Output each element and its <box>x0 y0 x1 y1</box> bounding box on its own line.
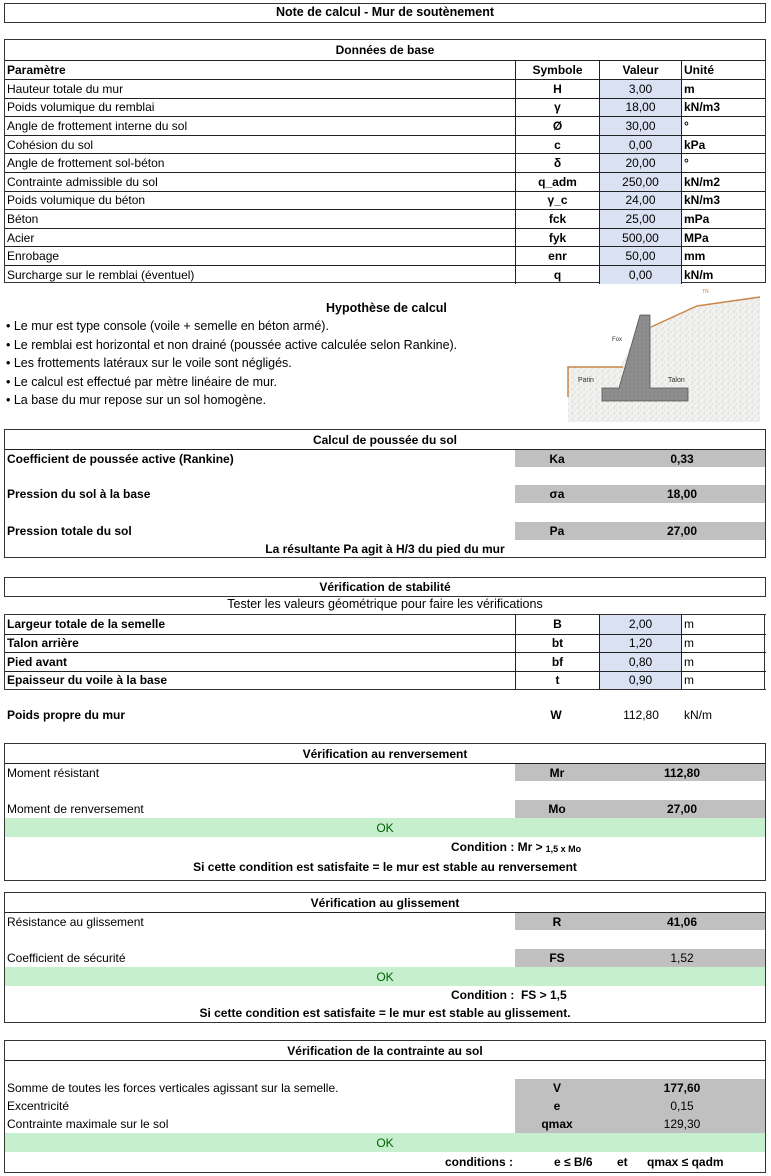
base-data-column-headers <box>5 60 765 79</box>
row-label: Pression du sol à la base <box>7 487 151 501</box>
param-value-input[interactable]: 3,00 <box>599 80 681 98</box>
param-label: Angle de frottement interne du sol <box>7 118 188 133</box>
row-symbol: e <box>515 1097 599 1115</box>
overturning-note <box>5 857 765 877</box>
base-data-row <box>5 135 765 154</box>
row-symbol: Mo <box>515 800 599 818</box>
weight-label: Poids propre du mur <box>7 708 126 722</box>
param-label: Poids volumique du remblai <box>7 100 155 115</box>
overturning-row <box>5 800 765 818</box>
param-unit: kN/m3 <box>681 99 765 117</box>
base-data-table <box>4 39 766 283</box>
param-unit: kN/m <box>681 266 765 284</box>
param-label: Hauteur totale du mur <box>7 81 124 96</box>
stability-header <box>4 577 766 597</box>
row-value: 27,00 <box>599 800 765 818</box>
param-symbol: γ_c <box>515 192 599 210</box>
row-symbol: qmax <box>515 1115 599 1133</box>
earth-pressure-header-text: Calcul de poussée du sol <box>312 432 458 447</box>
stability-table <box>4 614 766 690</box>
param-label: Acier <box>7 230 35 245</box>
base-data-row <box>5 98 765 117</box>
param-symbol: δ <box>515 154 599 172</box>
base-data-row <box>5 209 765 228</box>
param-symbol: c <box>515 136 599 154</box>
geom-value-input[interactable]: 0,80 <box>599 653 681 671</box>
bearing-spacer-row <box>5 1060 765 1079</box>
weight-value: 112,80 <box>623 708 659 722</box>
earth-pressure-row <box>5 449 765 467</box>
stability-subtitle: Tester les valeurs géométrique pour faire les vérifications <box>227 597 543 611</box>
row-symbol: R <box>515 913 599 930</box>
conditions-label: conditions : <box>445 1154 513 1169</box>
base-data-header <box>5 40 765 60</box>
param-label: Surcharge sur le remblai (éventuel) <box>7 267 195 282</box>
row-value: 18,00 <box>599 485 765 503</box>
param-unit: mPa <box>681 210 765 228</box>
sliding-row <box>5 912 765 930</box>
bearing-header <box>5 1041 765 1060</box>
param-label: Poids volumique du béton <box>7 193 146 208</box>
sliding-status-bar <box>5 967 765 986</box>
geom-symbol: bt <box>515 635 599 653</box>
geom-unit: m <box>681 672 765 690</box>
weight-unit: kN/m <box>684 708 712 722</box>
row-symbol: FS <box>515 949 599 967</box>
status-ok-text: OK <box>376 1135 394 1150</box>
weight-symbol: W <box>550 708 562 722</box>
bearing-status-bar <box>5 1133 765 1152</box>
stability-row <box>5 652 766 671</box>
base-data-row <box>5 228 765 247</box>
row-symbol: Ka <box>515 450 599 467</box>
overturning-header <box>5 744 765 763</box>
earth-pressure-row <box>5 485 765 503</box>
page-title-text: Note de calcul - Mur de soutènement <box>275 5 495 19</box>
condition-suffix: 1,5 x Mo <box>545 843 582 854</box>
soil-fill <box>568 297 760 422</box>
hypothesis-item: • Le mur est type console (voile + semelle en béton armé). <box>6 319 329 333</box>
row-symbol: σa <box>515 485 599 503</box>
base-data-row <box>5 172 765 191</box>
stability-row <box>5 634 766 653</box>
param-symbol: fck <box>515 210 599 228</box>
condition-bearing: qmax ≤ qadm <box>647 1154 724 1169</box>
param-symbol: q <box>515 266 599 284</box>
earth-pressure-table <box>4 429 766 558</box>
row-label: Résistance au glissement <box>7 914 144 929</box>
earth-pressure-row <box>5 522 765 540</box>
param-unit: kN/m2 <box>681 173 765 191</box>
stability-row <box>5 615 766 634</box>
geom-label: Epaisseur du voile à la base <box>7 673 168 688</box>
row-label: Coefficient de poussée active (Rankine) <box>7 451 234 466</box>
earth-pressure-note-text: La résultante Pa agit à H/3 du pied du mur <box>265 541 505 556</box>
sliding-table <box>4 892 766 1023</box>
row-symbol: Mr <box>515 764 599 781</box>
row-value: 177,60 <box>599 1079 765 1097</box>
row-label: Somme de toutes les forces verticales agissant sur la semelle. <box>7 1081 339 1095</box>
param-symbol: q_adm <box>515 173 599 191</box>
status-ok-text: OK <box>376 820 394 835</box>
sliding-condition <box>5 986 765 1004</box>
param-unit: ° <box>681 117 765 135</box>
overturning-row <box>5 763 765 781</box>
base-data-row <box>5 191 765 210</box>
geom-unit: m <box>681 635 765 653</box>
overturning-status-bar <box>5 818 765 837</box>
overturning-condition <box>5 837 765 857</box>
row-label: Moment de renversement <box>7 802 144 816</box>
page-title <box>4 3 766 23</box>
geom-value-input[interactable]: 0,90 <box>599 672 681 690</box>
bearing-row <box>5 1079 765 1097</box>
base-data-header-text: Données de base <box>335 43 435 57</box>
hypothesis-item: • Les frottements latéraux sur le voile sont négligés. <box>6 356 292 370</box>
param-label: Contrainte admissible du sol <box>7 174 158 189</box>
param-symbol: γ <box>515 99 599 117</box>
tn-label: TN <box>702 289 709 295</box>
base-data-row <box>5 116 765 135</box>
talon-label: Talon <box>668 377 685 384</box>
hypotheses-title: Hypothèse de calcul <box>326 301 447 315</box>
param-symbol: enr <box>515 247 599 265</box>
param-value-input[interactable]: 500,00 <box>599 229 681 247</box>
bearing-table <box>4 1040 766 1173</box>
bearing-conditions <box>5 1152 765 1171</box>
sliding-note <box>5 1004 765 1022</box>
condition-conjunction: et <box>617 1154 628 1169</box>
param-unit: kN/m3 <box>681 192 765 210</box>
geom-value-input[interactable]: 1,20 <box>599 635 681 653</box>
param-symbol: H <box>515 80 599 98</box>
param-value-input[interactable]: 50,00 <box>599 247 681 265</box>
earth-pressure-note <box>5 540 765 557</box>
sliding-note-text: Si cette condition est satisfaite = le mur est stable au glissement. <box>199 1006 571 1020</box>
hypothesis-item: • Le calcul est effectué par mètre linéaire de mur. <box>6 375 277 389</box>
bearing-row <box>5 1115 765 1133</box>
row-value: 0,33 <box>599 450 765 467</box>
param-value-input[interactable]: 24,00 <box>599 192 681 210</box>
geom-symbol: bf <box>515 653 599 671</box>
geom-label: Pied avant <box>7 654 68 669</box>
row-label: Pression totale du sol <box>7 524 132 538</box>
param-value-input[interactable]: 250,00 <box>599 173 681 191</box>
param-label: Angle de frottement sol-béton <box>7 156 165 171</box>
row-value: 112,80 <box>599 764 765 781</box>
retaining-wall-diagram <box>565 287 765 422</box>
param-unit: MPa <box>681 229 765 247</box>
param-unit: kPa <box>681 136 765 154</box>
row-label: Coefficient de sécurité <box>7 951 126 965</box>
geom-label: Largeur totale de la semelle <box>7 617 166 632</box>
param-label: Béton <box>7 211 39 226</box>
param-unit: ° <box>681 154 765 172</box>
base-data-row <box>5 153 765 172</box>
col-header-valeur: Valeur <box>599 61 681 79</box>
row-value: 41,06 <box>599 913 765 930</box>
param-value-input[interactable]: 0,00 <box>599 266 681 284</box>
row-value: 1,52 <box>599 949 765 967</box>
condition-text: Condition : Mr > <box>451 840 543 854</box>
param-label: Enrobage <box>7 249 60 264</box>
col-header-parametre: Paramètre <box>7 63 66 77</box>
overturning-header-text: Vérification au renversement <box>302 746 468 761</box>
overturning-note-text: Si cette condition est satisfaite = le mur est stable au renversement <box>193 860 577 874</box>
param-value-input[interactable]: 20,00 <box>599 154 681 172</box>
condition-eccentricity: e ≤ B/6 <box>554 1154 593 1169</box>
geom-symbol: B <box>515 615 599 634</box>
overturning-table <box>4 743 766 881</box>
param-value-input[interactable]: 25,00 <box>599 210 681 228</box>
geom-unit: m <box>681 653 765 671</box>
param-label: Cohésion du sol <box>7 137 94 152</box>
row-label: Moment résistant <box>7 765 100 780</box>
row-value: 0,15 <box>599 1097 765 1115</box>
fox-label: Fox <box>612 337 623 343</box>
base-data-row <box>5 265 765 284</box>
bearing-row <box>5 1097 765 1115</box>
geom-value-input[interactable]: 2,00 <box>599 615 681 634</box>
stability-row <box>5 671 766 690</box>
row-label: Excentricité <box>7 1099 70 1113</box>
geom-symbol: t <box>515 672 599 690</box>
row-value: 27,00 <box>599 522 765 540</box>
status-ok-text: OK <box>376 969 394 984</box>
condition-text: Condition : FS > 1,5 <box>451 988 567 1002</box>
sliding-row <box>5 949 765 967</box>
row-symbol: Pa <box>515 522 599 540</box>
stability-header-text: Vérification de stabilité <box>319 580 451 594</box>
col-header-symbole: Symbole <box>515 61 599 79</box>
base-data-row <box>5 246 765 265</box>
param-symbol: Ø <box>515 117 599 135</box>
hypothesis-item: • La base du mur repose sur un sol homogène. <box>6 393 267 407</box>
sliding-header-text: Vérification au glissement <box>310 895 460 910</box>
sliding-header <box>5 893 765 912</box>
bearing-header-text: Vérification de la contrainte au sol <box>287 1043 483 1058</box>
param-symbol: fyk <box>515 229 599 247</box>
geom-label: Talon arrière <box>7 636 79 651</box>
row-symbol: V <box>515 1079 599 1097</box>
param-value-input[interactable]: 30,00 <box>599 117 681 135</box>
patin-label: Patin <box>578 377 594 384</box>
col-header-unite: Unité <box>681 61 765 79</box>
row-value: 129,30 <box>599 1115 765 1133</box>
geom-unit: m <box>681 615 765 634</box>
param-value-input[interactable]: 0,00 <box>599 136 681 154</box>
base-data-row <box>5 79 765 98</box>
param-unit: m <box>681 80 765 98</box>
earth-pressure-header <box>5 430 765 449</box>
row-label: Contrainte maximale sur le sol <box>7 1117 169 1131</box>
param-value-input[interactable]: 18,00 <box>599 99 681 117</box>
param-unit: mm <box>681 247 765 265</box>
hypothesis-item: • Le remblai est horizontal et non drainé (poussée active calculée selon Rankine). <box>6 338 458 352</box>
